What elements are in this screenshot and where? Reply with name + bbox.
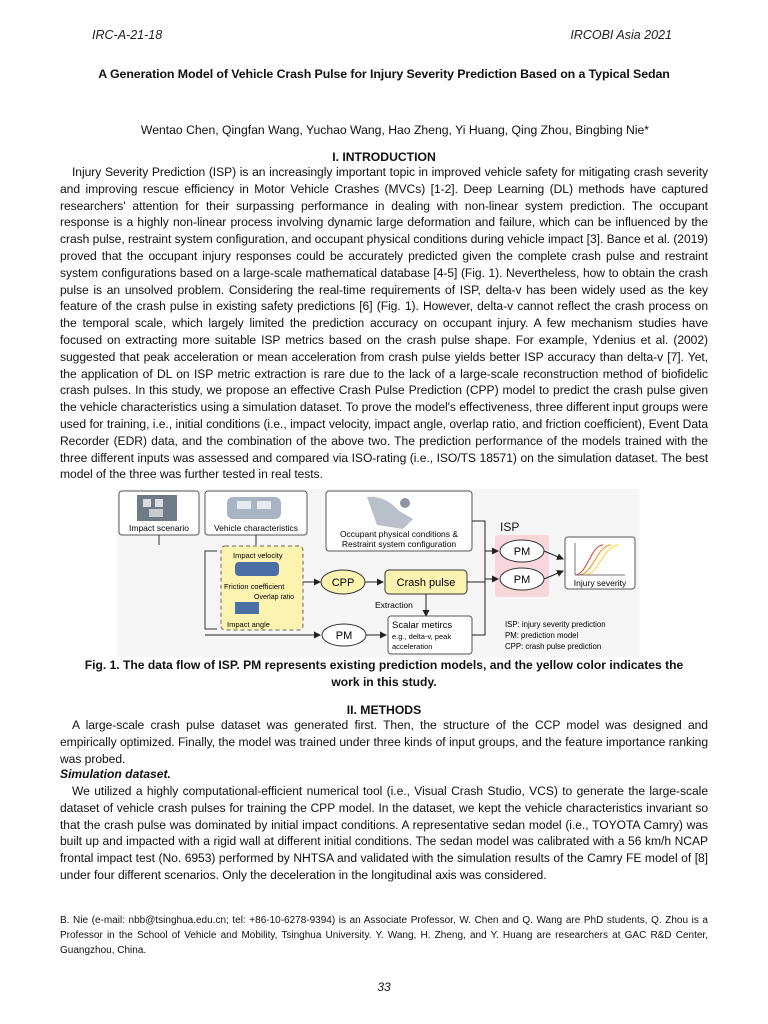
caption-line2: work in this study. xyxy=(331,674,437,689)
friction-coefficient-label: Friction coefficient xyxy=(224,582,285,591)
scalar-metrics-line1: e.g., delta-v, peak xyxy=(392,632,452,641)
figure-1-data-flow xyxy=(117,489,639,657)
occupant-label-line1: Occupant physical conditions & xyxy=(339,529,459,539)
impact-velocity-label: Impact velocity xyxy=(233,551,283,560)
author-list: Wentao Chen, Qingfan Wang, Yuchao Wang, Hao Zheng, Yi Huang, Qing Zhou, Bingbing Nie* xyxy=(140,123,650,137)
simulation-dataset-paragraph xyxy=(60,783,708,884)
overlap-ratio-label: Overlap ratio xyxy=(254,594,295,601)
author-footnote: B. Nie (e-mail: nbb@tsinghua.edu.cn; tel: +86-10-6278-9394) is an Associate Professor, W. Chen and Q. Wang are PhD students, Q. Zhou is a Professor in the School of Vehicle and Mobility, Tsinghua University. Y. Wang, H. Zheng, and Y. Huang are researchers at GAC R&D Center, Guangzhou, China. xyxy=(60,915,708,956)
introduction-text: Injury Severity Prediction (ISP) is an increasingly important topic in improved vehicle safety for mitigating crash severity and improving rescue efficiency in Motor Vehicle Crashes (MVCs) [1-2]. Deep Learning (DL) methods have captured researchers' attention for their surpassing performance in dealing with non-linear system prediction. The occupant response is a highly non-linear process involving dynamic large deformation and failure, which can be influenced by the crash pulse, restraint system configuration, and occupant physical conditions during vehicle impact [3]. Bance et al. (2019) proved that the occupant injury responses could be accurately predicted given the complete crash pulse and restraint system configurations based on a large-scale mathematical database [4-5] (Fig. 1). Nevertheless, how to obtain the crash pulse is an unsolved problem. Considering the real-time requirements of ISP, delta-v has been widely used as the key feature of the crash pulse in existing safety predictions [6] (Fig. 1). However, delta-v cannot reflect the crash process on the temporal scale, which largely limited the prediction accuracy on occupant injury. A few mechanism studies have focused on extracting more suitable ISP metrics based on the crash pulse shape. For example, Ydenius et al. (2002) suggested that peak acceleration or mean acceleration from crash pulse yields better ISP accuracy than delta-v [7]. Yet, the application of DL on ISP metric extraction is rare due to the lack of a large-scale reconstruction method of biofidelic crash pulses. In this study, we propose an effective Crash Pulse Prediction (CPP) model to predict the crash pulse given the vehicle characteristics using a simulation dataset. To prove the model's effectiveness, three different input groups were used for training, i.e., initial conditions (i.e., impact velocity, impact angle, overlap ratio, and friction coefficient), Event Data Recorder (EDR) data, and the combination of the above two. The prediction performance of the models trained with the three different inputs was assessed and compared via ISO-rating (i.e., ISO/TS 18571) on the simulation dataset. The best model of the three was further tested in real tests. xyxy=(60,165,708,482)
scalar-metrics-line2: acceleration xyxy=(392,642,433,651)
injury-severity-label: Injury severity xyxy=(573,578,627,588)
vehicle-characteristics-image xyxy=(227,497,281,519)
section-heading-methods: II. METHODS xyxy=(346,703,422,717)
extraction-label: Extraction xyxy=(375,600,413,610)
impact-scenario-label: Impact scenario xyxy=(129,523,189,533)
isp-label: ISP xyxy=(500,520,520,534)
crash-pulse-label: Crash pulse xyxy=(396,577,456,589)
section-heading-introduction: I. INTRODUCTION xyxy=(332,150,436,164)
running-header-left: IRC-A-21-18 xyxy=(92,28,163,42)
methods-text: A large-scale crash pulse dataset was generated first. Then, the structure of the CCP model was designed and empirically optimized. Finally, the model was trained under three kinds of input groups, and the feature importance ranking was probed. xyxy=(60,718,708,766)
legend-cpp: CPP: crash pulse prediction xyxy=(505,642,602,651)
page-number: 33 xyxy=(377,980,391,994)
legend-pm: PM: prediction model xyxy=(505,631,579,640)
cpp-label: CPP xyxy=(331,577,355,589)
vehicle-characteristics-label: Vehicle characteristics xyxy=(213,523,299,533)
pm-label-isp-upper: PM xyxy=(513,546,531,558)
caption-line1: Fig. 1. The data flow of ISP. PM represents existing prediction models, and the yellow color indicates the xyxy=(84,658,684,672)
introduction-paragraph xyxy=(60,164,708,483)
impact-angle-label: Impact angle xyxy=(227,620,270,629)
scalar-metrics-title: Scalar metircs xyxy=(392,620,453,631)
paper-title: A Generation Model of Vehicle Crash Pulse for Injury Severity Prediction Based on a Typical Sedan xyxy=(98,67,670,81)
pm-label-isp-lower: PM xyxy=(513,574,531,586)
subheading-simulation-dataset: Simulation dataset. xyxy=(60,767,171,781)
simulation-dataset-text: We utilized a highly computational-efficient numerical tool (i.e., Visual Crash Studio, VCS) to generate the large-scale dataset of vehicle crash pulses for training the CPP model. In the dataset, we kept the vehicle characteristics invariant so that the crash pulse was dominated by initial impact conditions. A representative sedan model (i.e., TOYOTA Camry) was built up and impacted with a rigid wall at different initial conditions. The sedan model was calibrated with a 56 km/h NCAP frontal impact test (No. 6953) performed by NHTSA and validated with the simulation results of the Camry FE model of [8] under four different scenarios. Only the deceleration in the longitudinal axis was considered. xyxy=(60,784,708,882)
legend-isp: ISP: injury severity prediction xyxy=(505,620,606,629)
figure-1-caption xyxy=(60,657,708,691)
methods-paragraph xyxy=(60,717,708,767)
occupant-label-line2: Restraint system configuration xyxy=(341,539,457,549)
pm-label-lower: PM xyxy=(335,630,353,642)
running-header-right: IRCOBI Asia 2021 xyxy=(570,28,672,42)
impact-scenario-image xyxy=(137,495,177,521)
